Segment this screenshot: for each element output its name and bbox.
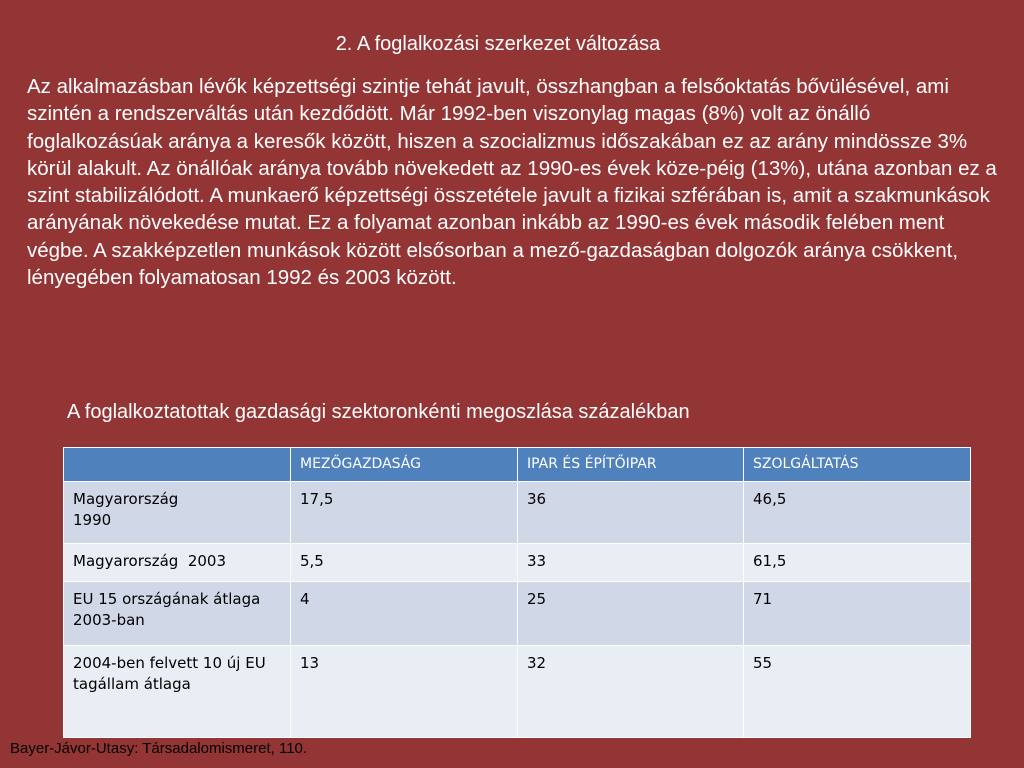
table-row (64, 482, 971, 544)
row-label: Magyarország 1990 (64, 482, 291, 544)
cell-agriculture: 17,5 (291, 482, 518, 544)
header-cell-agriculture: MEZŐGAZDASÁG (291, 448, 518, 482)
cell-industry: 36 (518, 482, 744, 544)
cell-services: 71 (744, 582, 971, 646)
cell-services: 55 (744, 646, 971, 738)
row-label: 2004-ben felvett 10 új EU tagállam átlaga (64, 646, 291, 738)
table-row (64, 646, 971, 738)
table-row (64, 582, 971, 646)
row-label: EU 15 országának átlaga 2003-ban (64, 582, 291, 646)
cell-agriculture: 4 (291, 582, 518, 646)
table-row (64, 544, 971, 582)
cell-services: 61,5 (744, 544, 971, 582)
table-caption: A foglalkoztatottak gazdasági szektoronkénti megoszlása százalékban (67, 401, 690, 423)
cell-agriculture: 5,5 (291, 544, 518, 582)
cell-agriculture: 13 (291, 646, 518, 738)
sector-distribution-table (63, 447, 971, 738)
table-header-row (64, 448, 971, 482)
body-paragraph: Az alkalmazásban lévők képzettségi szintje tehát javult, összhangban a felsőoktatás bővülésével, ami szintén a rendszerváltás után kezdődött. Már 1992-ben viszonylag magas (8%) volt az önálló foglalkozásúak aránya a keresők között, hiszen a szocializmus időszakában ez az arány mindössze 3% körül alakult. Az önállóak aránya tovább növekedett az 1990-es évek köze-péig (13%), utána azonban ez a szint stabilizálódott. A munkaerő képzettségi összetétele javult a fizikai szférában is, amit a szakmunkások arányának növekedése mutat. Ez a folyamat azonban inkább az 1990-es évek második felében ment végbe. A szakképzetlen munkások között elsősorban a mező-gazdaságban dolgozók aránya csökkent, lényegében folyamatosan 1992 és 2003 között. (27, 75, 997, 290)
header-cell-industry: IPAR ÉS ÉPÍTŐIPAR (518, 448, 744, 482)
source-citation: Bayer-Jávor-Utasy: Társadalomismeret, 110. (10, 740, 308, 757)
cell-services: 46,5 (744, 482, 971, 544)
cell-industry: 33 (518, 544, 744, 582)
cell-industry: 32 (518, 646, 744, 738)
header-cell-services: SZOLGÁLTATÁS (744, 448, 971, 482)
slide-title: 2. A foglalkozási szerkezet változása (335, 33, 661, 55)
row-label: Magyarország 2003 (64, 544, 291, 582)
cell-industry: 25 (518, 582, 744, 646)
header-cell-blank (64, 448, 291, 482)
